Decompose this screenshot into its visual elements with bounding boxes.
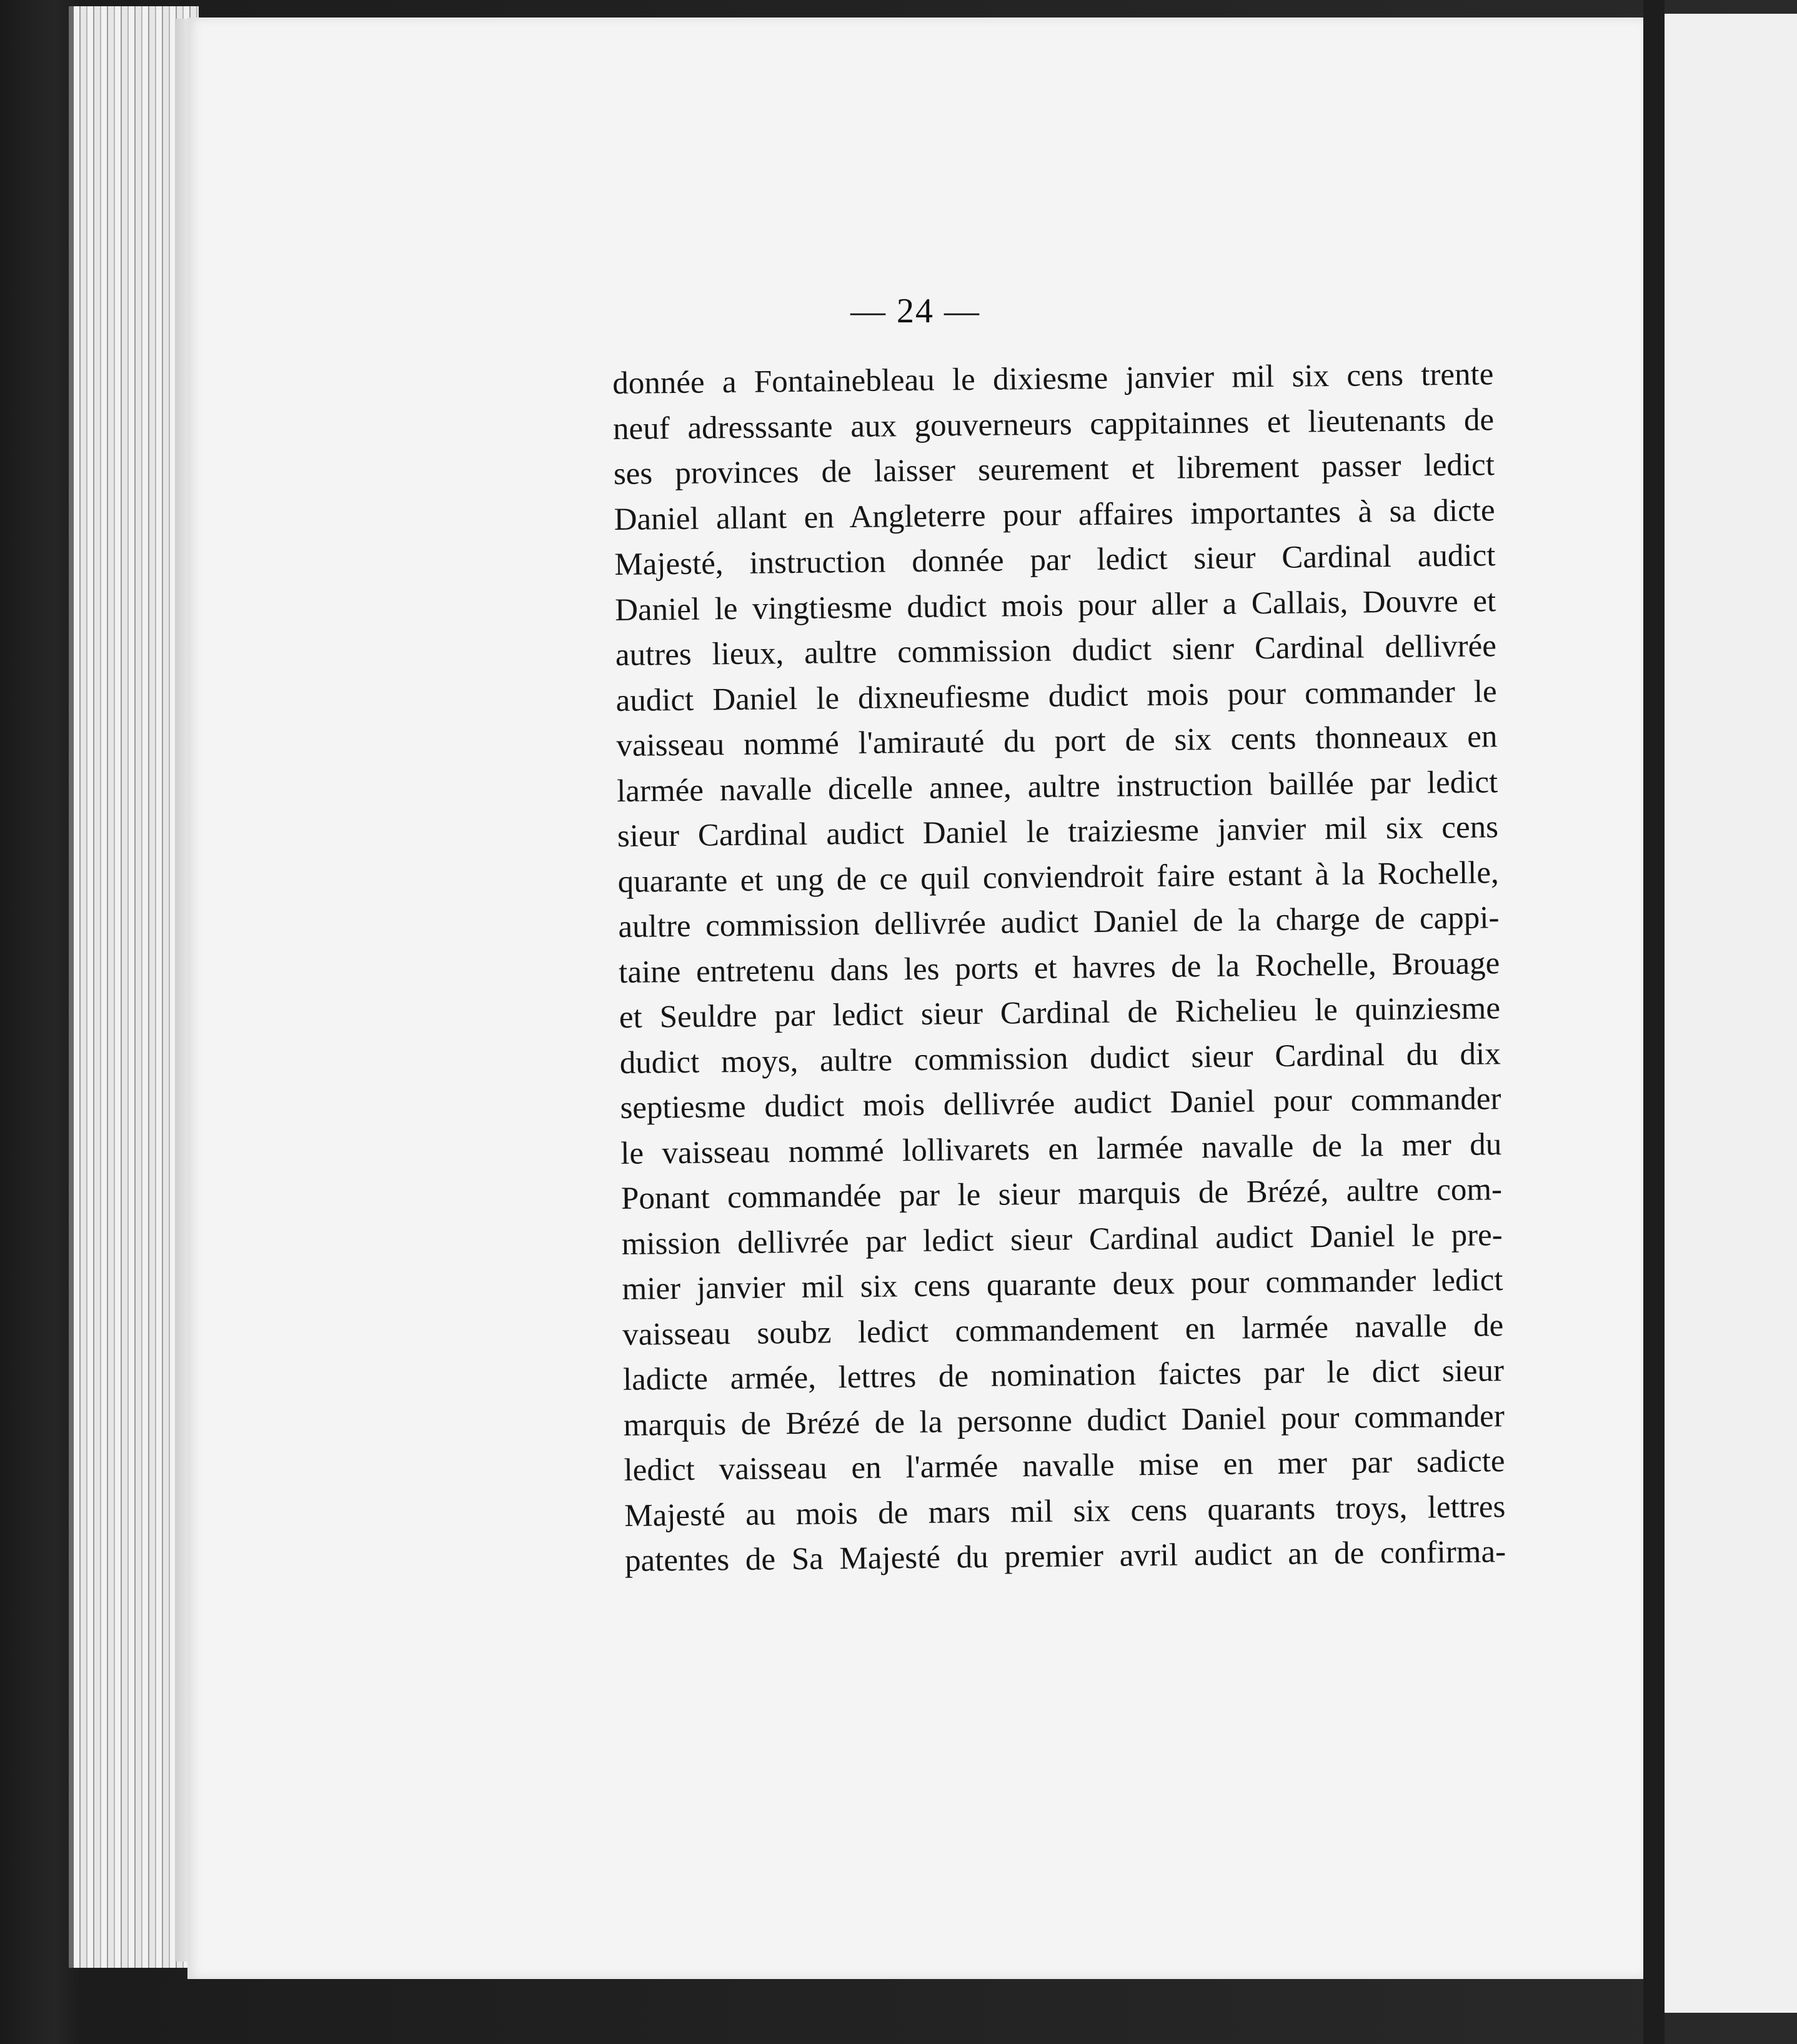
text-line: ses provinces de laisser seurement et librement passer ledict — [613, 447, 1495, 492]
text-line: larmée navalle dicelle annee, aultre instruction baillée par ledict — [616, 764, 1498, 809]
text-line: et Seuldre par ledict sieur Cardinal de Richelieu le quinziesme — [619, 991, 1501, 1035]
text-line: vaisseau soubz ledict commandement en larmée navalle de — [622, 1307, 1504, 1352]
text-line: sieur Cardinal audict Daniel le traiziesme janvier mil six cens — [617, 810, 1499, 854]
body-text — [612, 352, 1506, 1584]
page-number: — 24 — — [850, 292, 980, 330]
text-line: taine entretenu dans les ports et havres de la Rochelle, Brouage — [618, 945, 1500, 990]
text-line: septiesme dudict mois dellivrée audict Daniel pour commander — [620, 1081, 1501, 1126]
text-line: dudict moys, aultre commission dudict sieur Cardinal du dix — [619, 1036, 1501, 1081]
text-line: Ponant commandée par le sieur marquis de Brézé, aultre com- — [620, 1172, 1503, 1216]
text-line: ladicte armée, lettres de nomination faictes par le dict sieur — [622, 1353, 1505, 1397]
text-line: vaisseau nommé l'amirauté du port de six cents thonneaux en — [616, 719, 1498, 763]
text-line: marquis de Brézé de la personne dudict Daniel pour commander — [623, 1398, 1505, 1443]
text-line: donnée a Fontainebleau le dixiesme janvier mil six cens trente — [612, 357, 1494, 401]
text-line: Majesté au mois de mars mil six cens quarants troys, lettres — [624, 1489, 1506, 1534]
text-line: autres lieux, aultre commission dudict sienr Cardinal dellivrée — [615, 628, 1497, 673]
text-line: audict Daniel le dixneufiesme dudict mois pour commander le — [615, 673, 1497, 718]
text-line: le vaisseau nommé lollivarets en larmée navalle de la mer du — [620, 1126, 1502, 1171]
text-line: mier janvier mil six cens quarante deux pour commander ledict — [622, 1263, 1503, 1307]
text-line: aultre commission dellivrée audict Daniel de la charge de cappi- — [618, 900, 1500, 945]
text-line: quarante et ung de ce quil conviendroit faire estant à la Rochelle, — [617, 855, 1499, 900]
text-line: Daniel allant en Angleterre pour affaires importantes à sa dicte — [614, 492, 1495, 537]
facing-page-edge — [1665, 14, 1797, 2013]
text-line: ledict vaisseau en l'armée navalle mise en mer par sadicte — [624, 1444, 1505, 1488]
text-line: patentes de Sa Majesté du premier avril audict an de confirma- — [624, 1534, 1506, 1579]
text-line: mission dellivrée par ledict sieur Cardinal audict Daniel le pre- — [621, 1217, 1503, 1262]
book-page — [187, 17, 1643, 1979]
text-line: Majesté, instruction donnée par ledict sieur Cardinal audict — [614, 538, 1496, 582]
book-gutter — [1643, 0, 1665, 2044]
text-line: Daniel le vingtiesme dudict mois pour aller a Callais, Douvre et — [614, 583, 1496, 628]
text-line: neuf adresssante aux gouverneurs cappitainnes et lieutenants de — [612, 402, 1495, 447]
